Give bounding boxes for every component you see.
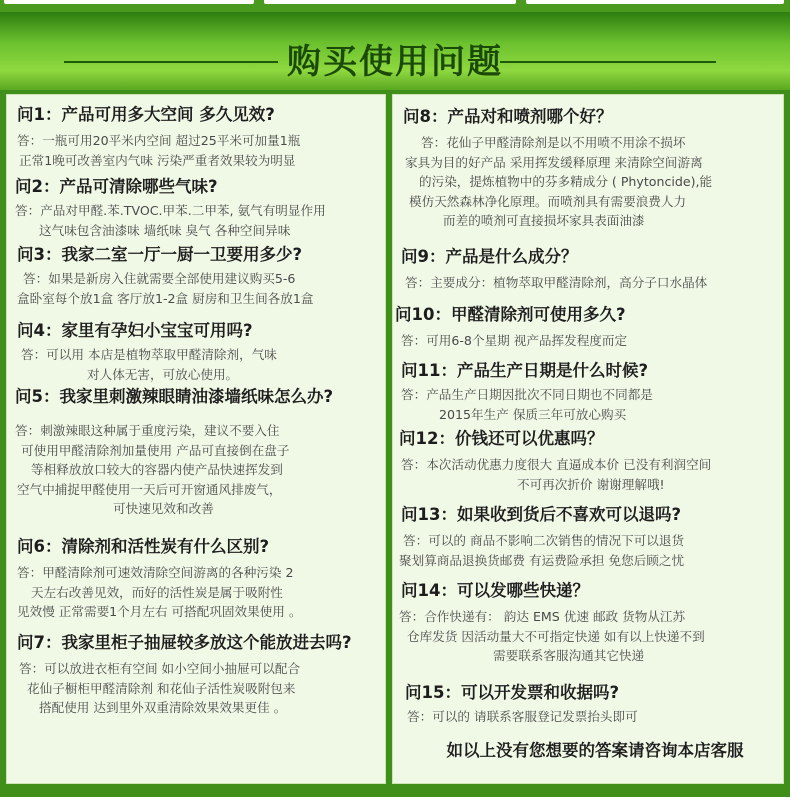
faq-item-8 (403, 103, 712, 231)
faq-question: 问10：甲醛清除剂可使用多久? (395, 305, 626, 324)
faq-item-14 (401, 577, 705, 666)
faq-question: 问9：产品是什么成分？ (401, 247, 578, 266)
top-tab-3 (526, 0, 784, 4)
faq-item-3 (17, 241, 313, 308)
faq-answer: 答：刺激辣眼这种属于重度污染，建议不要入住 可使用甲醛清除剂加量使用 产品可直接倒在盘子 等相释放放口较大的容器内使产品快速挥发到 空气中捕捉甲醛使用一天后可开窗通风排废气， 可快速见效和改善 (15, 423, 290, 516)
faq-item-5 (15, 383, 333, 519)
faq-item-10 (395, 301, 627, 351)
faq-question: 问8：产品对和喷剂哪个好？ (403, 107, 613, 126)
top-tab-1 (4, 0, 254, 4)
faq-answer: 答：可以放进衣柜有空间 如小空间小抽屉可以配合 花仙子橱柜甲醛清除剂 和花仙子活性炭吸附包来 搭配使用 达到里外双重清除效果效果更佳 。 (19, 661, 301, 715)
faq-question: 问12：价钱还可以优惠吗？ (399, 429, 604, 448)
faq-answer: 答：合作快递有： 韵达 EMS 优速 邮政 货物从江苏 仓库发货 因活动量大不可指定快递 如有以上快递不到 需要联系客服沟通其它快递 (399, 609, 705, 663)
top-tab-2 (264, 0, 516, 4)
closing-note: 如以上没有您想要的答案请咨询本店客服 (446, 741, 744, 760)
faq-question: 问4：家里有孕妇小宝宝可用吗? (17, 321, 253, 340)
faq-answer: 答：可以用 本店是植物萃取甲醛清除剂，气味 对人体无害，可放心使用。 (21, 347, 277, 382)
faq-question: 问15：可以开发票和收据吗? (405, 683, 620, 702)
faq-item-13 (401, 501, 684, 570)
faq-answer: 答：如果是新房入住就需要全部使用建议购买5-6 盒卧室每个放1盒 客厅放1-2盒 厨房和卫生间各放1盒 (17, 271, 314, 306)
section-header (0, 12, 790, 90)
faq-item-1 (17, 101, 300, 170)
faq-question: 问11：产品生产日期是什么时候? (401, 361, 649, 380)
section-title: 购买使用问题 (287, 42, 503, 82)
faq-answer: 答：可以的 请联系客服登记发票抬头即可 (407, 709, 638, 724)
bottom-strip (0, 784, 790, 797)
faq-question: 问5：我家里刺激辣眼睛油漆墙纸味怎么办? (15, 387, 334, 406)
faq-answer: 答：本次活动优惠力度很大 直逼成本价 已没有利润空间 不可再次折价 谢谢理解哦! (401, 457, 712, 492)
faq-question: 问1：产品可用多大空间 多久见效? (17, 105, 275, 124)
faq-question: 问14：可以发哪些快递？ (401, 581, 589, 600)
faq-item-11 (401, 357, 653, 424)
faq-question: 问7：我家里柜子抽屉较多放这个能放进去吗? (17, 633, 352, 652)
faq-item-6 (17, 533, 302, 622)
faq-item-9 (401, 243, 707, 293)
faq-item-12 (399, 425, 711, 494)
faq-answer: 答：甲醛清除剂可速效清除空间游离的各种污染 2 天左右改善见效，而好的活性炭是属于吸附性 见效慢 正常需要1个月左右 可搭配巩固效果使用 。 (17, 565, 302, 619)
faq-panel-right (392, 94, 784, 784)
faq-panel-left (6, 94, 386, 784)
faq-answer: 答：花仙子甲醛清除剂是以不用喷不用涂不损坏 家具为目的好产品 采用挥发缓释原理 来清除空间游离 的污染，提炼植物中的芬多精成分 ( Phytoncide),能 模仿天然森林净化原理。而喷剂具有需要浪费人力 而差的喷剂可直接损坏家具表面油漆 (405, 135, 713, 228)
faq-item-7 (17, 629, 352, 718)
faq-answer: 答：一瓶可用20平米内空间 超过25平米可加量1瓶 正常1晚可改善室内气味 污染严重者效果较为明显 (17, 133, 301, 168)
faq-answer: 答：主要成分：植物萃取甲醛清除剂，高分子口水晶体 (405, 275, 708, 290)
faq-answer: 答：产品生产日期因批次不同日期也不同都是 2015年生产 保质三年可放心购买 (401, 387, 653, 422)
faq-answer: 答：可用6-8个星期 视产品挥发程度而定 (401, 333, 628, 348)
faq-item-4 (17, 317, 277, 384)
faq-answer: 答：可以的 商品不影响二次销售的情况下可以退货 聚划算商品退换货邮费 有运费险承担 免您后顾之忧 (399, 533, 685, 568)
faq-question: 问3：我家二室一厅一厨一卫要用多少? (17, 245, 303, 264)
faq-item-2 (15, 173, 326, 240)
faq-question: 问2：产品可清除哪些气味? (15, 177, 218, 196)
faq-answer: 答：产品对甲醛.苯.TVOC.甲苯.二甲苯, 氨气有明显作用 这气味包含油漆味 墙纸味 臭气 各种空间异味 (15, 203, 326, 238)
faq-item-15 (405, 679, 638, 727)
faq-question: 问13：如果收到货后不喜欢可以退吗? (401, 505, 682, 524)
faq-question: 问6：清除剂和活性炭有什么区别? (17, 537, 270, 556)
